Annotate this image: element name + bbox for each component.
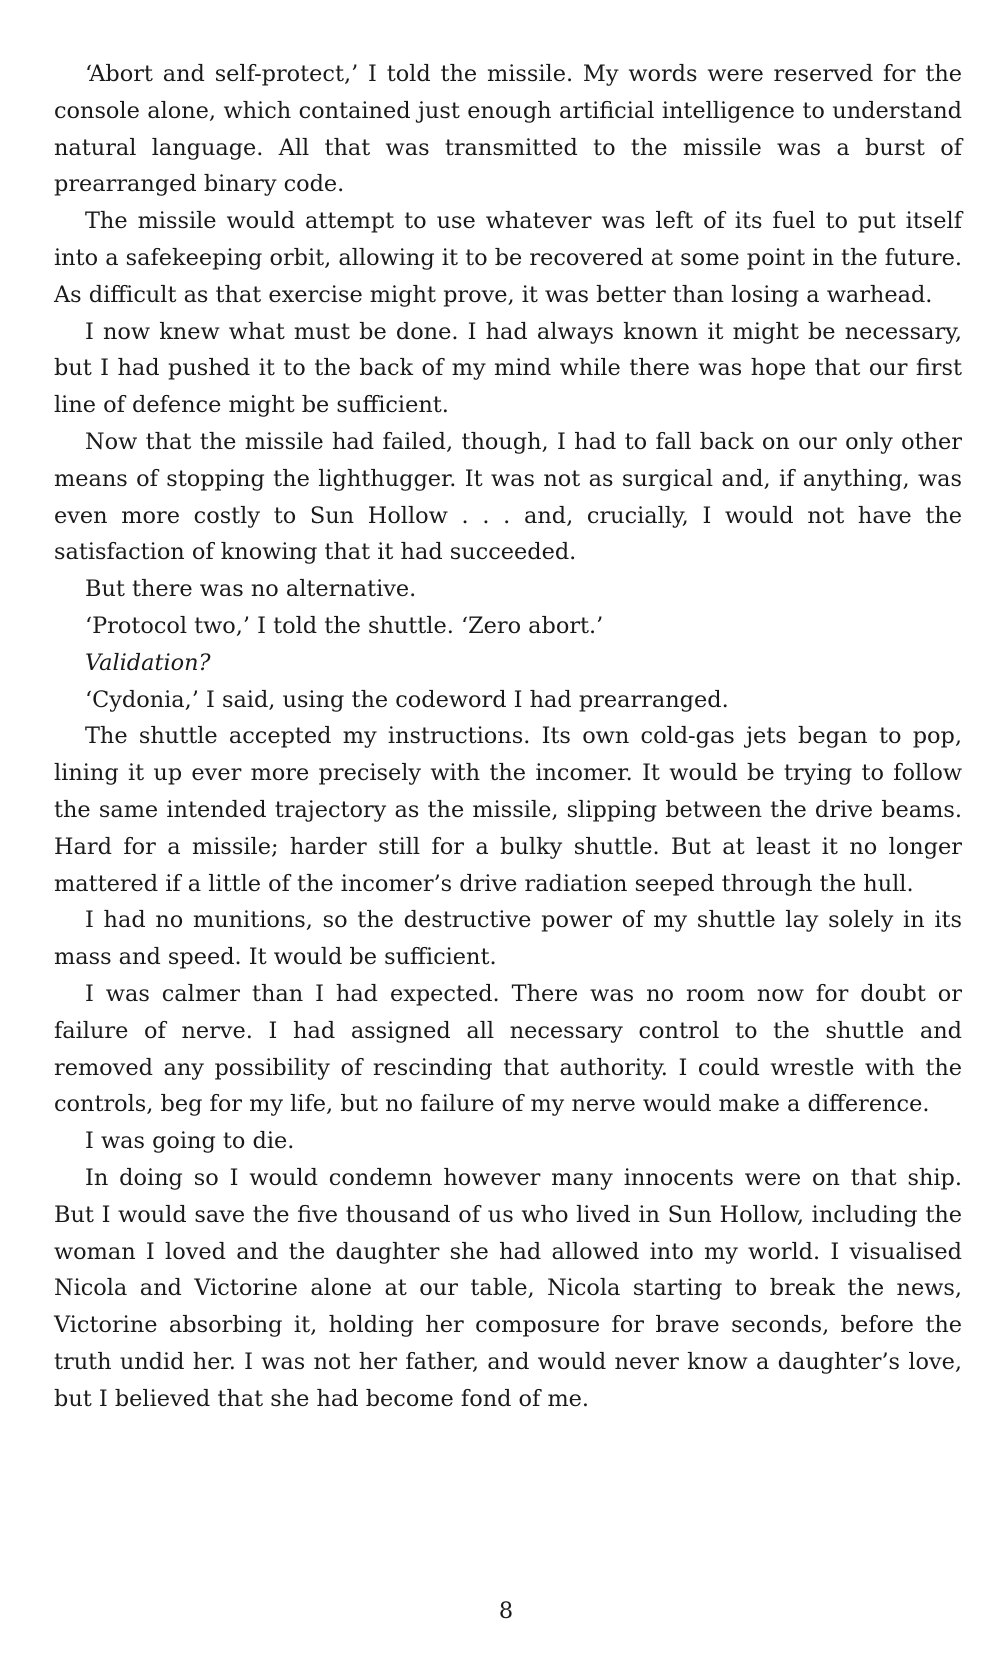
paragraph-4: Now that the missile had failed, though, I had to fall back on our only other means of stopping the lighthugger. It was not as surgical and, if anything, was even more costly to Sun Hollow . . . and, crucially, I would not have the satisfaction of knowing that it had succeeded. xyxy=(54,428,962,566)
paragraph-3: I now knew what must be done. I had always known it might be necessary, but I had pushed it to the back of my mind while there was hope that our first line of defence might be sufficient. xyxy=(54,318,962,419)
page-number: 8 xyxy=(498,1598,514,1624)
paragraph-8: ‘Cydonia,’ I said, using the codeword I had prearranged. xyxy=(85,686,729,713)
body-text xyxy=(54,56,962,1417)
paragraph-11: I was calmer than I had expected. There was no room now for doubt or failure of nerve. I had assigned all necessary control to the shuttle and removed any possibility of rescinding that authority. I could wrestle with the controls, beg for my life, but no failure of my nerve would make a difference. xyxy=(54,980,962,1118)
paragraph-1: ‘Abort and self-protect,’ I told the missile. My words were reserved for the console alone, which contained just enough artificial intelligence to understand natural language. All that was transmitted to the missile was a burst of prearranged binary code. xyxy=(54,61,962,198)
paragraph-6: ‘Protocol two,’ I told the shuttle. ‘Zero abort.’ xyxy=(85,612,604,639)
paragraph-10: I had no munitions, so the destructive power of my shuttle lay solely in its mass and speed. It would be sufficient. xyxy=(54,907,962,971)
paragraph-5: But there was no alternative. xyxy=(85,576,417,603)
paragraph-12: I was going to die. xyxy=(85,1128,295,1155)
paragraph-9: The shuttle accepted my instructions. Its own cold-gas jets began to pop, lining it up ever more precisely with the incomer. It would be trying to follow the same intended trajectory as the missile, slipping between the drive beams. Hard for a missile; harder still for a bulky shuttle. But at least it no longer mattered if a little of the incomer’s drive radiation seeped through the hull. xyxy=(54,723,962,897)
paragraph-7-validation: Validation? xyxy=(85,649,211,676)
paragraph-13: In doing so I would condemn however many innocents were on that ship. But I would save the five thousand of us who lived in Sun Hollow, including the woman I loved and the daughter she had allowed into my world. I visualised Nicola and Victorine alone at our table, Nicola starting to break the news, Victorine absorbing it, holding her composure for brave seconds, before the truth undid her. I was not her father, and would never know a daughter’s love, but I believed that she had become fond of me. xyxy=(54,1164,962,1412)
paragraph-2: The missile would attempt to use whatever was left of its fuel to put itself into a safekeeping orbit, allowing it to be recovered at some point in the future. As difficult as that exercise might prove, it was better than losing a warhead. xyxy=(54,208,962,308)
